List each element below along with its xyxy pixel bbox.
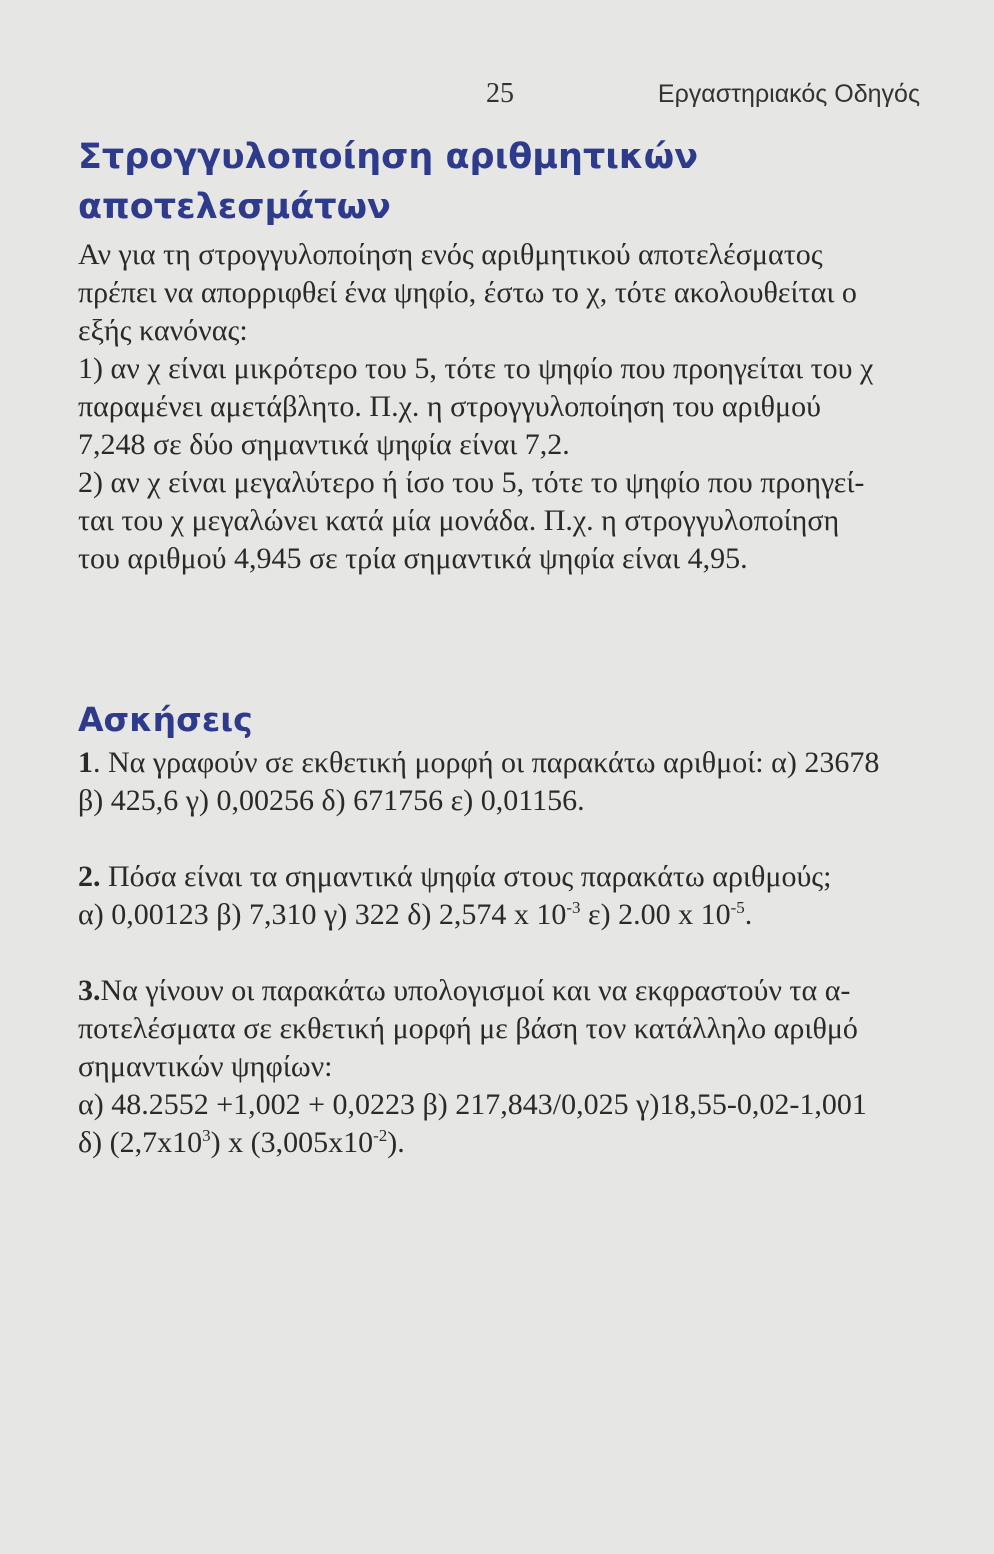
page-content bbox=[78, 132, 926, 1162]
exercise-text: ποτελέσματα σε εκθετική μορφή με βάση τον κατάλληλο αριθμό bbox=[78, 1012, 858, 1045]
exercise-3 bbox=[78, 972, 926, 1162]
exercise-text: Πόσα είναι τα σημαντικά ψηφία στους παρακάτω αριθμούς; bbox=[100, 860, 832, 893]
exercise-text: δ) (2,7x10 bbox=[78, 1126, 203, 1159]
text-line: εξής κανόνας: bbox=[78, 314, 248, 347]
exponent: -2 bbox=[373, 1126, 388, 1145]
exercise-2 bbox=[78, 858, 926, 934]
exercise-1 bbox=[78, 744, 926, 820]
text-line: 2) αν χ είναι μεγαλύτερο ή ίσο του 5, τότε το ψηφίο που προηγεί- bbox=[78, 466, 865, 499]
text-line: πρέπει να απορριφθεί ένα ψηφίο, έστω το χ, τότε ακολουθείται ο bbox=[78, 276, 857, 309]
exercise-text: ε) 2.00 x 10 bbox=[580, 898, 731, 931]
rule-2-paragraph bbox=[78, 464, 926, 578]
exercises-title: Ασκήσεις bbox=[78, 700, 253, 739]
exercise-number: 3. bbox=[78, 974, 101, 1007]
exercise-text: . Να γραφούν σε εκθετική μορφή οι παρακάτω αριθμοί: α) 23678 bbox=[93, 746, 880, 779]
text-line: του αριθμού 4,945 σε τρία σημαντικά ψηφία είναι 4,95. bbox=[78, 542, 748, 575]
text-line: 7,248 σε δύο σημαντικά ψηφία είναι 7,2. bbox=[78, 428, 570, 461]
rule-1-paragraph bbox=[78, 350, 926, 464]
exercise-text: σημαντικών ψηφίων: bbox=[78, 1050, 333, 1083]
exercise-text: ) x (3,005x10 bbox=[210, 1126, 374, 1159]
exercise-number: 2. bbox=[78, 860, 101, 893]
exercise-number: 1 bbox=[78, 746, 93, 779]
text-line: ται του χ μεγαλώνει κατά μία μονάδα. Π.χ. η στρογγυλοποίηση bbox=[78, 504, 840, 537]
exercise-text: β) 425,6 γ) 0,00256 δ) 671756 ε) 0,01156. bbox=[78, 784, 585, 817]
section-title: Στρογγυλοποίηση αριθμητικών αποτελεσμάτων bbox=[78, 137, 699, 227]
page-header bbox=[0, 78, 994, 118]
running-title: Εργαστηριακός Οδηγός bbox=[657, 80, 920, 108]
exercise-text: . bbox=[744, 898, 753, 931]
exponent: 3 bbox=[202, 1126, 211, 1145]
text-line: 1) αν χ είναι μικρότερο του 5, τότε το ψηφίο που προηγείται του χ bbox=[78, 352, 874, 385]
exercise-text: ). bbox=[387, 1126, 405, 1159]
exponent: -5 bbox=[730, 898, 745, 917]
page-number: 25 bbox=[486, 78, 514, 109]
intro-paragraph bbox=[78, 236, 926, 350]
exponent: -3 bbox=[566, 898, 581, 917]
exercise-text: α) 0,00123 β) 7,310 γ) 322 δ) 2,574 x 10 bbox=[78, 898, 567, 931]
exercise-text: α) 48.2552 +1,002 + 0,0223 β) 217,843/0,025 γ)18,55-0,02-1,001 bbox=[78, 1088, 867, 1121]
text-line: παραμένει αμετάβλητο. Π.χ. η στρογγυλοποίηση του αριθμού bbox=[78, 390, 821, 423]
exercise-text: Να γίνουν οι παρακάτω υπολογισμοί και να εκφραστούν τα α- bbox=[100, 974, 851, 1007]
text-line: Αν για τη στρογγυλοποίηση ενός αριθμητικού αποτελέσματος bbox=[78, 238, 823, 271]
